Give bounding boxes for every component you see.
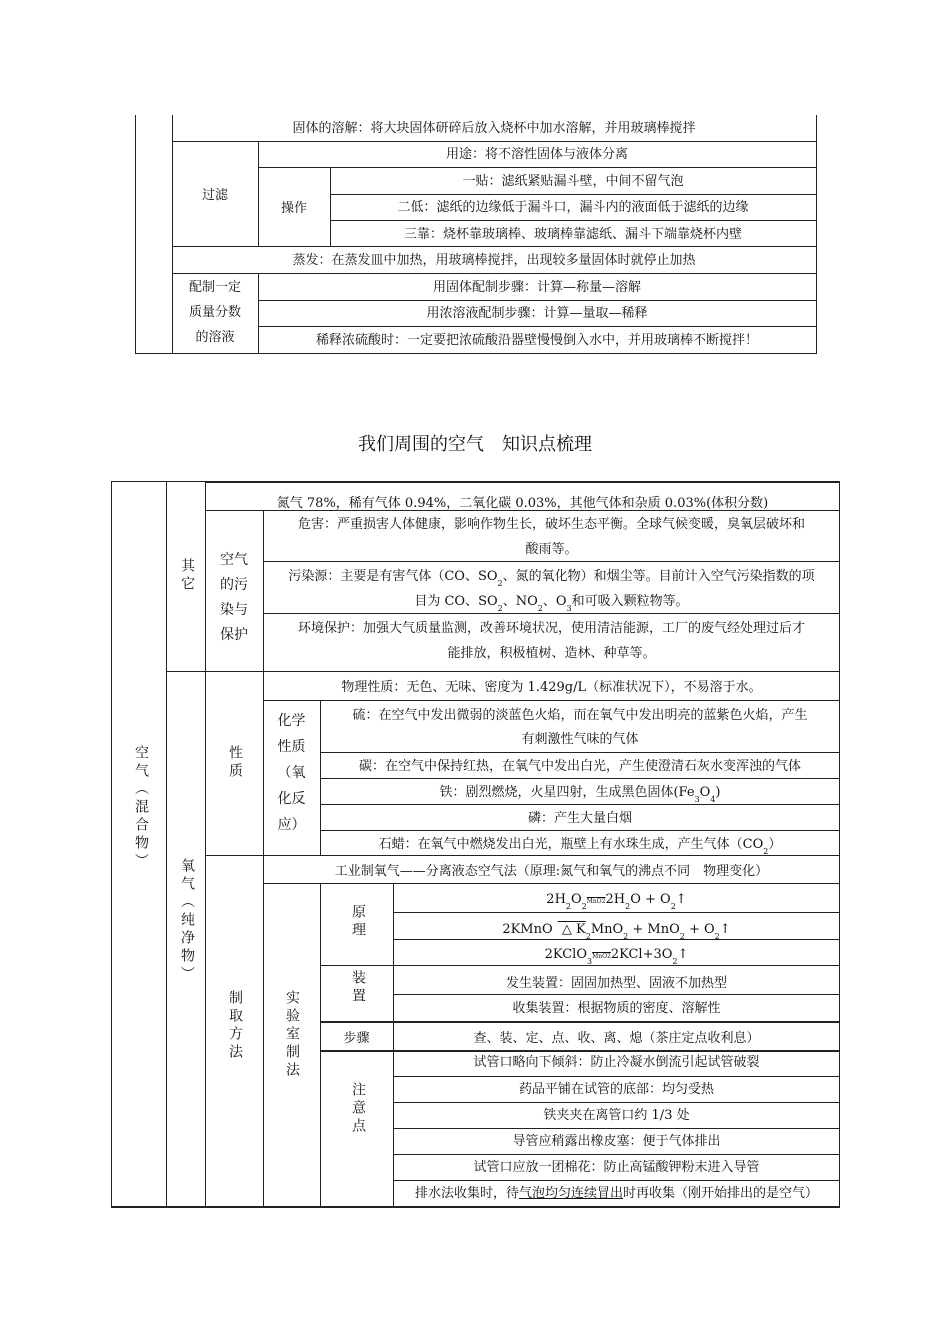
eq2-sub-d: 2 [679,932,685,941]
iron-post: ) [715,785,721,800]
protect-line-2: 能排放，积极植树、造林、种草等。 [447,646,656,661]
chem-label-text: 化学性质（氧化反应） [277,713,306,833]
iron-sub-1: 3 [694,795,700,804]
source-line-2-b: 、NO [502,594,538,609]
eq3-catalyst: MnO2 [592,953,611,960]
filter-use: 用途：将不溶性固体与液体分离 [445,147,628,162]
source-line-2-d: 和可吸入颗粒物等。 [571,594,689,609]
oxygen-label: 氧气（纯净物） [179,858,195,984]
eq2-a: 2KMnO [502,922,553,937]
eq1-e: ↑ [675,892,687,907]
eq1-b: O [571,892,582,907]
eq2-b: △ K [557,922,586,937]
eq3-c: ↑ [677,947,689,962]
equation-1 [393,887,840,915]
carbon-text: 碳：在空气中保持红热，在氧气中发出白光，产生使澄清石灰水变浑浊的气体 [358,759,801,774]
device-2: 收集装置：根据物质的密度、溶解性 [512,1001,721,1016]
note-4: 导管应稍露出橡皮塞：便于气体排出 [512,1134,721,1149]
page-title: 我们周围的空气 知识点梳理 [358,434,592,455]
o3-sub: 3 [566,604,572,613]
eq2-sub-b: 2 [585,932,591,941]
eq3-sub-b: 2 [672,957,678,966]
eq2-f: ↑ [719,922,731,937]
so2-subscript: 2 [497,579,503,588]
eq2-e: + O [684,922,715,937]
solution-1: 用固体配制步骤：计算—称量—溶解 [432,280,641,295]
pollution-label-text: 空气的污染与保护 [220,552,248,643]
solution-3: 稀释浓硫酸时：一定要把浓硫酸沿器壁慢慢倒入水中，并用玻璃棒不断搅拌！ [315,333,758,348]
filter-op-label: 操作 [280,201,307,216]
dissolve-text: 固体的溶解：将大块固体研碎后放入烧杯中加水溶解，并用玻璃棒搅拌 [292,121,696,136]
note-1: 试管口略向下倾斜：防止冷凝水倒流引起试管破裂 [473,1055,760,1070]
filter-op-3: 三靠：烧杯靠玻璃棒、玻璃棒靠滤纸、漏斗下端靠烧杯内壁 [403,227,742,242]
note-6-pre: 排水法收集时，待 [414,1186,519,1201]
phosphorus-text: 磷：产生大量白烟 [527,811,632,826]
eq1-sub-c: 2 [625,902,631,911]
iron-mid: O [699,785,711,800]
eq1-sub-d: 2 [670,902,676,911]
pollution-label [205,548,263,648]
eq2-sub-e: 2 [714,932,720,941]
principle-label: 原理 [350,904,366,940]
sulfur-line-2: 有刺激性气味的气体 [521,732,639,747]
filter-op-2: 二低：滤纸的边缘低于漏斗口，漏斗内的液面低于滤纸的边缘 [397,200,749,215]
industrial-text: 工业制氧气——分离液态空气法（原理:氮气和氧气的沸点不同 物理变化） [334,864,769,879]
source-line-2-c: 、O [542,594,567,609]
air-label: 空气（混合物） [133,745,149,871]
eq1-sub-a: 2 [565,902,571,911]
device-label: 装置 [350,970,366,1006]
solution-label-2: 质量分数 [188,305,241,320]
harm-line-1: 危害：严重损害人体健康，影响作物生长，破坏生态平衡。全球气候变暖，臭氧层破坏和 [297,517,805,532]
composition-text: 氮气 78%，稀有气体 0.94%，二氧化碳 0.03%，其他气体和杂质 0.03%(体积分数) [276,496,769,511]
property-label: 性质 [227,745,243,781]
solution-2: 用浓溶液配制步骤：计算—量取—稀释 [426,306,648,321]
wax-sub: 2 [763,847,769,856]
eq1-sub-b: 2 [581,902,587,911]
lab-label: 实验室制法 [284,990,300,1080]
source-line-1-pre: 污染源：主要是有害气体（CO、SO [288,569,498,584]
eq1-catalyst: MnO2 [586,898,606,905]
wax-pre: 石蜡：在氧气中燃烧发出白光，瓶壁上有水珠生成，产生气体（CO [378,837,764,852]
harm-line-2: 酸雨等。 [525,542,578,557]
filter-op-1: 一贴：滤纸紧贴漏斗壁，中间不留气泡 [462,174,684,189]
eq1-a: 2H [546,892,566,907]
eq2-sub-c: 2 [623,932,629,941]
protect-line-1: 环境保护：加强大气质量监测，改善环境状况，使用清洁能源，工厂的废气经处理过后才 [297,621,805,636]
eq3-sub-a: 3 [587,957,593,966]
evaporate-text: 蒸发：在蒸发皿中加热，用玻璃棒搅拌，出现较多量固体时就停止加热 [292,253,696,268]
source-line-2 [263,589,840,616]
note-6-underlined: 气泡均匀连续冒出 [518,1186,623,1201]
wax-post: ） [768,837,782,852]
so2-sub-2: 2 [497,604,503,613]
iron-sub-2: 4 [710,795,716,804]
note-6 [393,1181,840,1207]
eq1-d: O + O [630,892,671,907]
steps-label: 步骤 [343,1031,370,1046]
filter-label: 过滤 [201,188,228,203]
solution-label-1: 配制一定 [188,280,241,295]
prep-label: 制取方法 [227,990,243,1062]
eq2-d: + MnO [628,922,680,937]
sulfur-line-1: 硫：在空气中发出微弱的淡蓝色火焰，而在氧气中发出明亮的蓝紫色火焰，产生 [352,708,808,723]
steps-text: 查、装、定、点、收、离、熄（茶庄定点收利息） [473,1031,760,1046]
device-1: 发生装置：固固加热型、固液不加热型 [505,976,727,991]
solution-label-3: 的溶液 [195,330,235,345]
notes-label: 注意点 [350,1082,366,1136]
eq3-b: 2KCl+3O [610,947,673,962]
physical-text: 物理性质：无色、无味、密度为 1.429g/L（标准状况下），不易溶于水。 [341,680,762,695]
chem-label [263,708,320,839]
iron-pre: 铁：剧烈燃烧，火星四射，生成黑色固体(Fe [439,785,695,800]
other-label: 其它 [179,558,195,594]
note-3: 铁夹夹在离管口约 1/3 处 [543,1108,690,1123]
iron-text [320,780,840,807]
note-6-post: 时再收集（刚开始排出的是空气） [623,1186,819,1201]
eq3-a: 2KClO [544,947,587,962]
source-line-1 [263,564,840,591]
note-2: 药品平铺在试管的底部：均匀受热 [518,1082,714,1097]
no2-sub: 2 [537,604,543,613]
eq1-c: 2H [605,892,626,907]
source-line-2-a: 目为 CO、SO [414,594,498,609]
note-5: 试管口应放一团棉花：防止高锰酸钾粉末进入导管 [473,1160,760,1175]
eq2-c: MnO [590,922,624,937]
source-line-1-post: 、氮的氧化物）和烟尘等。目前计入空气污染指数的项 [502,569,815,584]
